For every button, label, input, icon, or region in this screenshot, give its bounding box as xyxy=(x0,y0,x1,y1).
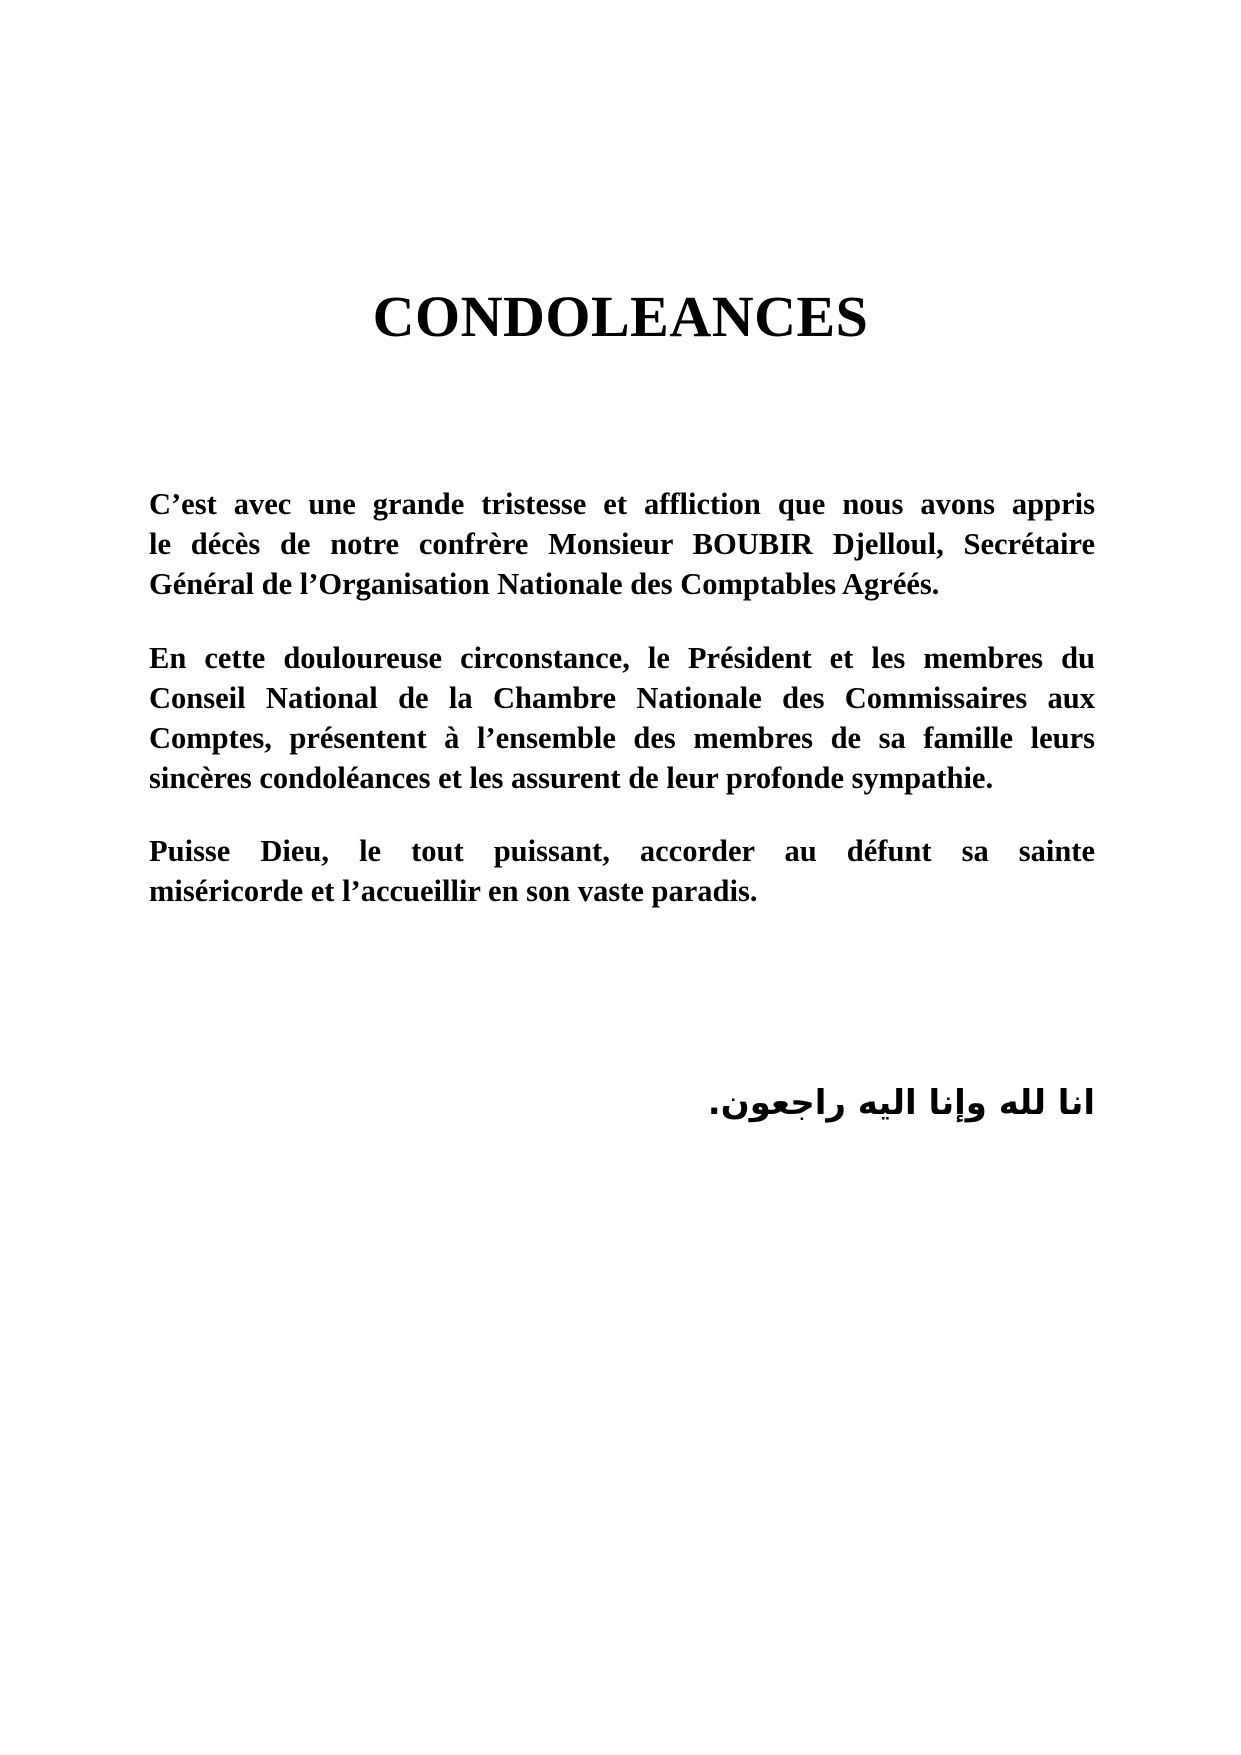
paragraph-line: Conseil National de la Chambre Nationale des Commissaires aux xyxy=(149,681,1095,715)
paragraph-announcement xyxy=(149,484,1095,604)
document-title: CONDOLEANCES xyxy=(372,284,869,349)
arabic-verse: انا لله وإنا اليه راجعون. xyxy=(707,1083,1095,1123)
paragraph-line: le décès de notre confrère Monsieur BOUBIR Djelloul, Secrétaire xyxy=(149,527,1095,561)
paragraph-line: miséricorde et l’accueillir en son vaste paradis. xyxy=(149,874,758,908)
paragraph-line: En cette douloureuse circonstance, le Président et les membres du xyxy=(149,641,1095,675)
paragraph-line: Général de l’Organisation Nationale des Comptables Agréés. xyxy=(149,567,940,601)
paragraph-line: C’est avec une grande tristesse et affliction que nous avons appris xyxy=(149,487,1095,521)
paragraph-line: sincères condoléances et les assurent de leur profonde sympathie. xyxy=(149,761,994,795)
paragraph-condolences xyxy=(149,638,1095,798)
paragraph-line: Comptes, présentent à l’ensemble des membres de sa famille leurs xyxy=(149,721,1095,755)
paragraph-line: Puisse Dieu, le tout puissant, accorder au défunt sa sainte xyxy=(149,834,1095,868)
paragraph-prayer xyxy=(149,831,1095,911)
